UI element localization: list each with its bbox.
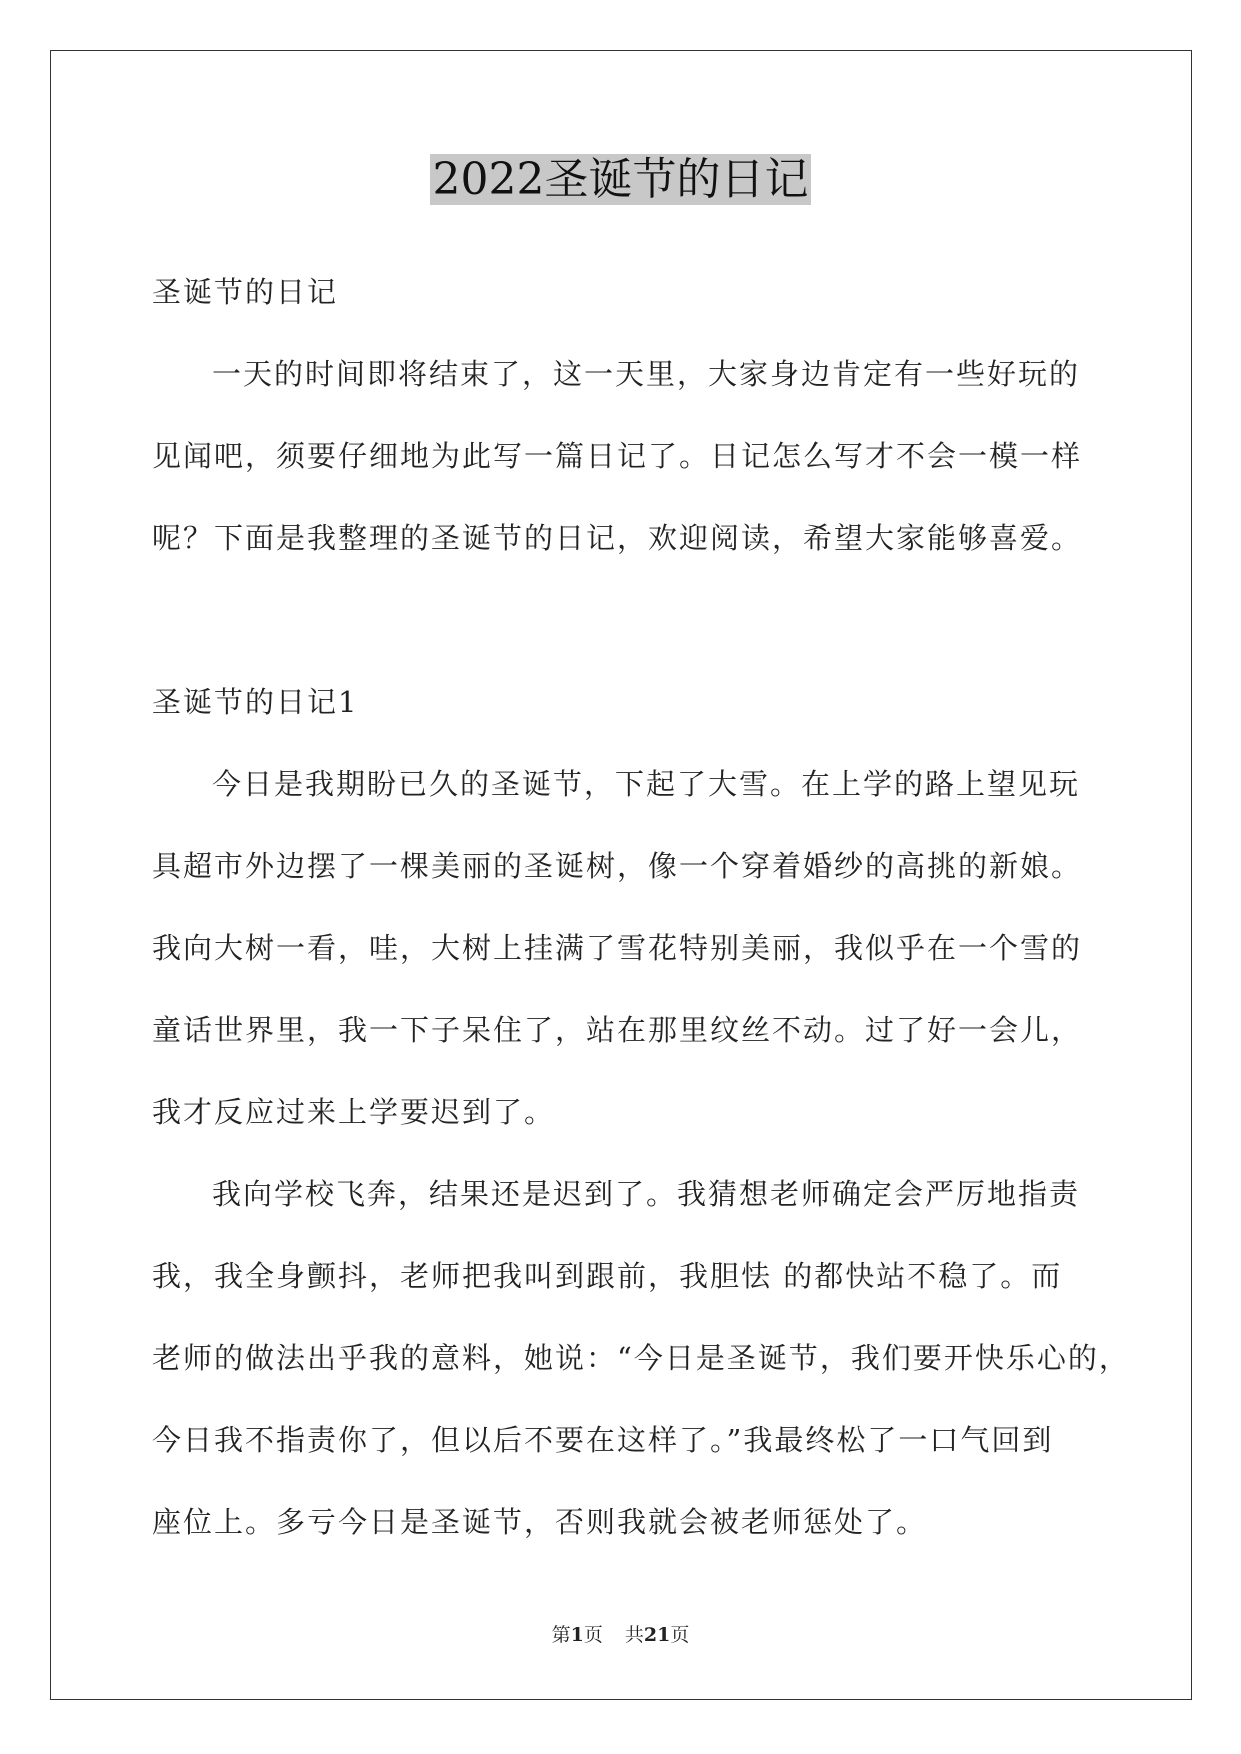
section-heading-diary-1: 圣诞节的日记1 xyxy=(152,685,359,719)
document-title xyxy=(0,152,1241,208)
paragraph-line: 座位上。多亏今日是圣诞节，否则我就会被老师惩处了。 xyxy=(152,1505,928,1539)
page-suffix: 页 xyxy=(583,1624,603,1646)
paragraph-line: 我才反应过来上学要迟到了。 xyxy=(152,1095,556,1129)
page-prefix: 第 xyxy=(551,1624,571,1646)
document-body xyxy=(152,262,1130,1574)
document-title-text: 2022圣诞节的日记 xyxy=(430,154,812,205)
paragraph-line: 老师的做法出乎我的意料，她说：“今日是圣诞节，我们要开快乐心的， xyxy=(152,1341,1130,1375)
section-heading-intro: 圣诞节的日记 xyxy=(152,275,339,309)
total-prefix: 共 xyxy=(624,1624,644,1646)
total-suffix: 页 xyxy=(670,1624,690,1646)
paragraph-line: 见闻吧，须要仔细地为此写一篇日记了。日记怎么写才不会一模一样 xyxy=(152,439,1083,473)
paragraph-line: 我向大树一看，哇，大树上挂满了雪花特别美丽，我似乎在一个雪的 xyxy=(152,931,1083,965)
paragraph-line: 一天的时间即将结束了，这一天里，大家身边肯定有一些好玩的 xyxy=(212,357,1081,391)
paragraph-line: 今日是我期盼已久的圣诞节，下起了大雪。在上学的路上望见玩 xyxy=(212,767,1081,801)
page-number: 1 xyxy=(570,1624,584,1646)
paragraph-line: 童话世界里，我一下子呆住了，站在那里纹丝不动。过了好一会儿， xyxy=(152,1013,1083,1047)
paragraph-line: 呢？下面是我整理的圣诞节的日记，欢迎阅读，希望大家能够喜爱。 xyxy=(152,521,1083,555)
paragraph-line: 今日我不指责你了，但以后不要在这样了。”我最终松了一口气回到 xyxy=(152,1423,1054,1457)
page-total: 21 xyxy=(643,1624,671,1646)
paragraph-line: 具超市外边摆了一棵美丽的圣诞树，像一个穿着婚纱的高挑的新娘。 xyxy=(152,849,1083,883)
paragraph-line: 我，我全身颤抖，老师把我叫到跟前，我胆怯 的都快站不稳了。而 xyxy=(152,1259,1063,1293)
paragraph-gap xyxy=(152,590,1092,672)
paragraph-line: 我向学校飞奔，结果还是迟到了。我猜想老师确定会严厉地指责 xyxy=(212,1177,1081,1211)
page-footer xyxy=(0,1620,1241,1650)
